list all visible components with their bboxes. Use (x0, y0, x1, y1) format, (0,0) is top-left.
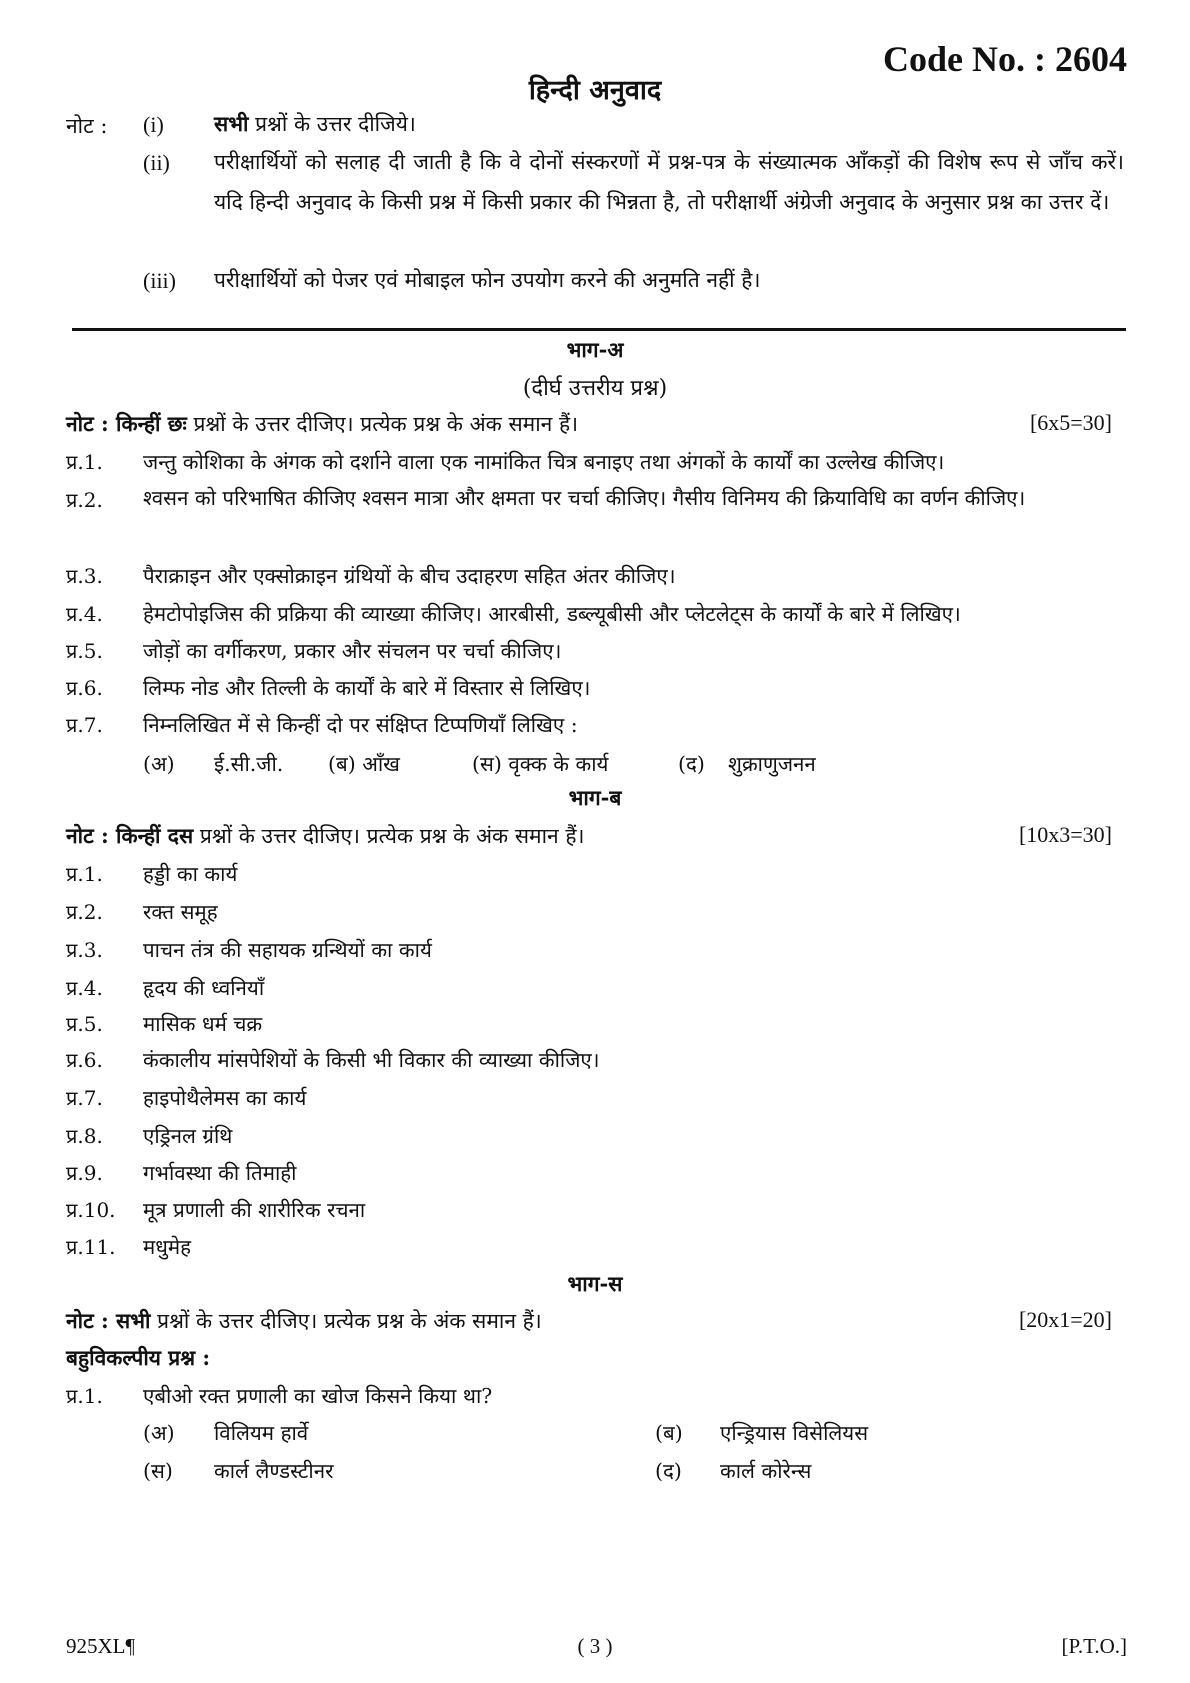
section-a-q5-num: प्र.5. (66, 639, 103, 663)
section-b-marks: [10x3=30] (1018, 822, 1112, 847)
section-b-q4-num: प्र.4. (66, 976, 103, 1000)
section-c-note: नोट : सभी प्रश्नों के उत्तर दीजिए। प्रत्येक प्रश्न के अंक समान हैं। (66, 1308, 542, 1333)
section-b-q7-num: प्र.7. (66, 1086, 103, 1110)
note-text-3: परीक्षार्थियों को पेजर एवं मोबाइल फोन उपयोग करने की अनुमति नहीं है। (214, 268, 761, 292)
section-a-marks: [6x5=30] (1029, 410, 1112, 435)
section-b-q10-num: प्र.10. (66, 1198, 116, 1222)
section-b-q6-text: कंकालीय मांसपेशियों के किसी भी विकार की व्याख्या कीजिए। (143, 1048, 600, 1072)
section-b-q5-num: प्र.5. (66, 1012, 103, 1036)
section-a-q5-text: जोड़ों का वर्गीकरण, प्रकार और संचलन पर चर्चा कीजिए। (143, 639, 562, 663)
section-b-q3-num: प्र.3. (66, 938, 103, 962)
section-b-q1-text: हड्डी का कार्य (143, 862, 238, 886)
section-a-q4-num: प्र.4. (66, 602, 103, 626)
section-c-marks: [20x1=20] (1018, 1307, 1112, 1332)
note-label: नोट : (66, 114, 108, 138)
mcq-label: बहुविकल्पीय प्रश्न : (66, 1345, 211, 1370)
section-b-q11-text: मधुमेह (143, 1235, 192, 1259)
section-a-q2-text: श्वसन को परिभाषित कीजिए श्वसन मात्रा और क्षमता पर चर्चा कीजिए। गैसीय विनिमय की क्रियाविधि का वर्णन कीजिए। (143, 486, 1026, 510)
mcq-option-b-key: (ब) (655, 1421, 683, 1445)
q7-option-d-key: (द) (678, 752, 705, 776)
section-c-q1-num: प्र.1. (66, 1384, 103, 1408)
section-c-title: भाग-स (567, 1271, 623, 1296)
section-a-q3-num: प्र.3. (66, 564, 103, 588)
q7-option-b: (ब) आँख (328, 752, 400, 776)
section-a-q2-num: प्र.2. (66, 488, 103, 512)
q7-option-a-key: (अ) (143, 752, 175, 776)
page-number: ( 3 ) (577, 1634, 613, 1658)
section-c-q1-text: एबीओ रक्त प्रणाली का खोज किसने किया था? (143, 1384, 493, 1408)
section-b-note: नोट : किन्हीं दस प्रश्नों के उत्तर दीजिए। प्रत्येक प्रश्न के अंक समान हैं। (66, 823, 585, 848)
section-b-q9-num: प्र.9. (66, 1161, 103, 1185)
mcq-option-b: एन्ड्रियास विसेलियस (720, 1421, 869, 1445)
code-number: Code No. : 2604 (883, 39, 1127, 79)
section-b-q2-num: प्र.2. (66, 900, 103, 924)
q7-option-a: ई.सी.जी. (214, 752, 284, 776)
section-a-subtitle: (दीर्घ उत्तरीय प्रश्न) (522, 376, 668, 401)
mcq-option-c-key: (स) (143, 1459, 173, 1483)
q7-option-d: शुक्राणुजनन (728, 752, 816, 776)
section-a-q1-num: प्र.1. (66, 450, 103, 474)
section-b-q7-text: हाइपोथैलेमस का कार्य (143, 1086, 307, 1110)
section-b-q8-num: प्र.8. (66, 1124, 103, 1148)
mcq-option-d: कार्ल कोरेन्स (720, 1459, 812, 1483)
mcq-option-a-key: (अ) (143, 1421, 175, 1445)
section-b-q9-text: गर्भावस्था की तिमाही (143, 1161, 297, 1185)
page-title: हिन्दी अनुवाद (528, 75, 662, 106)
section-a-q1-text: जन्तु कोशिका के अंगक को दर्शाने वाला एक नामांकित चित्र बनाइए तथा अंगकों के कार्यों का उल्लेख कीजिए। (143, 450, 945, 474)
section-a-q6-text: लिम्फ नोड और तिल्ली के कार्यों के बारे में विस्तार से लिखिए। (143, 676, 591, 700)
note-text-2: परीक्षार्थियों को सलाह दी जाती है कि वे दोनों संस्करणों में प्रश्न-पत्र के संख्यात्मक आँकड़ों की विशेष रूप से जाँच करें। यदि हिन्दी अनुवाद के किसी प्रश्न में किसी प्रकार की भिन्नता है, तो परीक्षार्थी अंग्रेजी अनुवाद के अनुसार प्रश्न का उत्तर दें। (214, 150, 1124, 214)
mcq-option-c: कार्ल लैण्डस्टीनर (214, 1459, 334, 1483)
section-a-q3-text: पैराक्राइन और एक्सोक्राइन ग्रंथियों के बीच उदाहरण सहित अंतर कीजिए। (143, 564, 676, 588)
section-a-note: नोट : किन्हीं छः प्रश्नों के उत्तर दीजिए। प्रत्येक प्रश्न के अंक समान हैं। (66, 411, 579, 436)
section-b-q4-text: हृदय की ध्वनियाँ (143, 976, 265, 1000)
q7-option-c: (स) वृक्क के कार्य (472, 752, 609, 776)
section-b-q6-num: प्र.6. (66, 1048, 103, 1072)
section-b-q5-text: मासिक धर्म चक्र (143, 1012, 263, 1036)
section-b-q3-text: पाचन तंत्र की सहायक ग्रन्थियों का कार्य (143, 938, 432, 962)
section-a-q6-num: प्र.6. (66, 676, 103, 700)
section-a-title: भाग-अ (566, 337, 624, 362)
note-num-1: (i) (143, 112, 164, 137)
pto-label: [P.T.O.] (1061, 1634, 1127, 1658)
note-text-1: सभी प्रश्नों के उत्तर दीजिये। (214, 111, 416, 136)
section-b-q10-text: मूत्र प्रणाली की शारीरिक रचना (143, 1198, 366, 1222)
divider (72, 328, 1126, 331)
section-a-q4-text: हेमटोपोइजिस की प्रक्रिया की व्याख्या कीजिए। आरबीसी, डब्ल्यूबीसी और प्लेटलेट्स के कार्यों के बारे में लिखिए। (143, 602, 961, 626)
section-b-q2-text: रक्त समूह (143, 900, 218, 924)
section-a-q7-text: निम्नलिखित में से किन्हीं दो पर संक्षिप्त टिप्पणियाँ लिखिए : (143, 713, 578, 737)
footer-code: 925XL¶ (66, 1634, 136, 1658)
note-num-3: (iii) (143, 268, 176, 293)
section-b-q1-num: प्र.1. (66, 862, 103, 886)
section-b-q11-num: प्र.11. (66, 1235, 116, 1259)
mcq-option-d-key: (द) (655, 1459, 682, 1483)
mcq-option-a: विलियम हार्वे (214, 1421, 309, 1445)
section-b-title: भाग-ब (568, 785, 622, 810)
section-a-q7-num: प्र.7. (66, 713, 103, 737)
section-b-q8-text: एड्रिनल ग्रंथि (143, 1124, 233, 1148)
note-num-2: (ii) (143, 150, 170, 175)
